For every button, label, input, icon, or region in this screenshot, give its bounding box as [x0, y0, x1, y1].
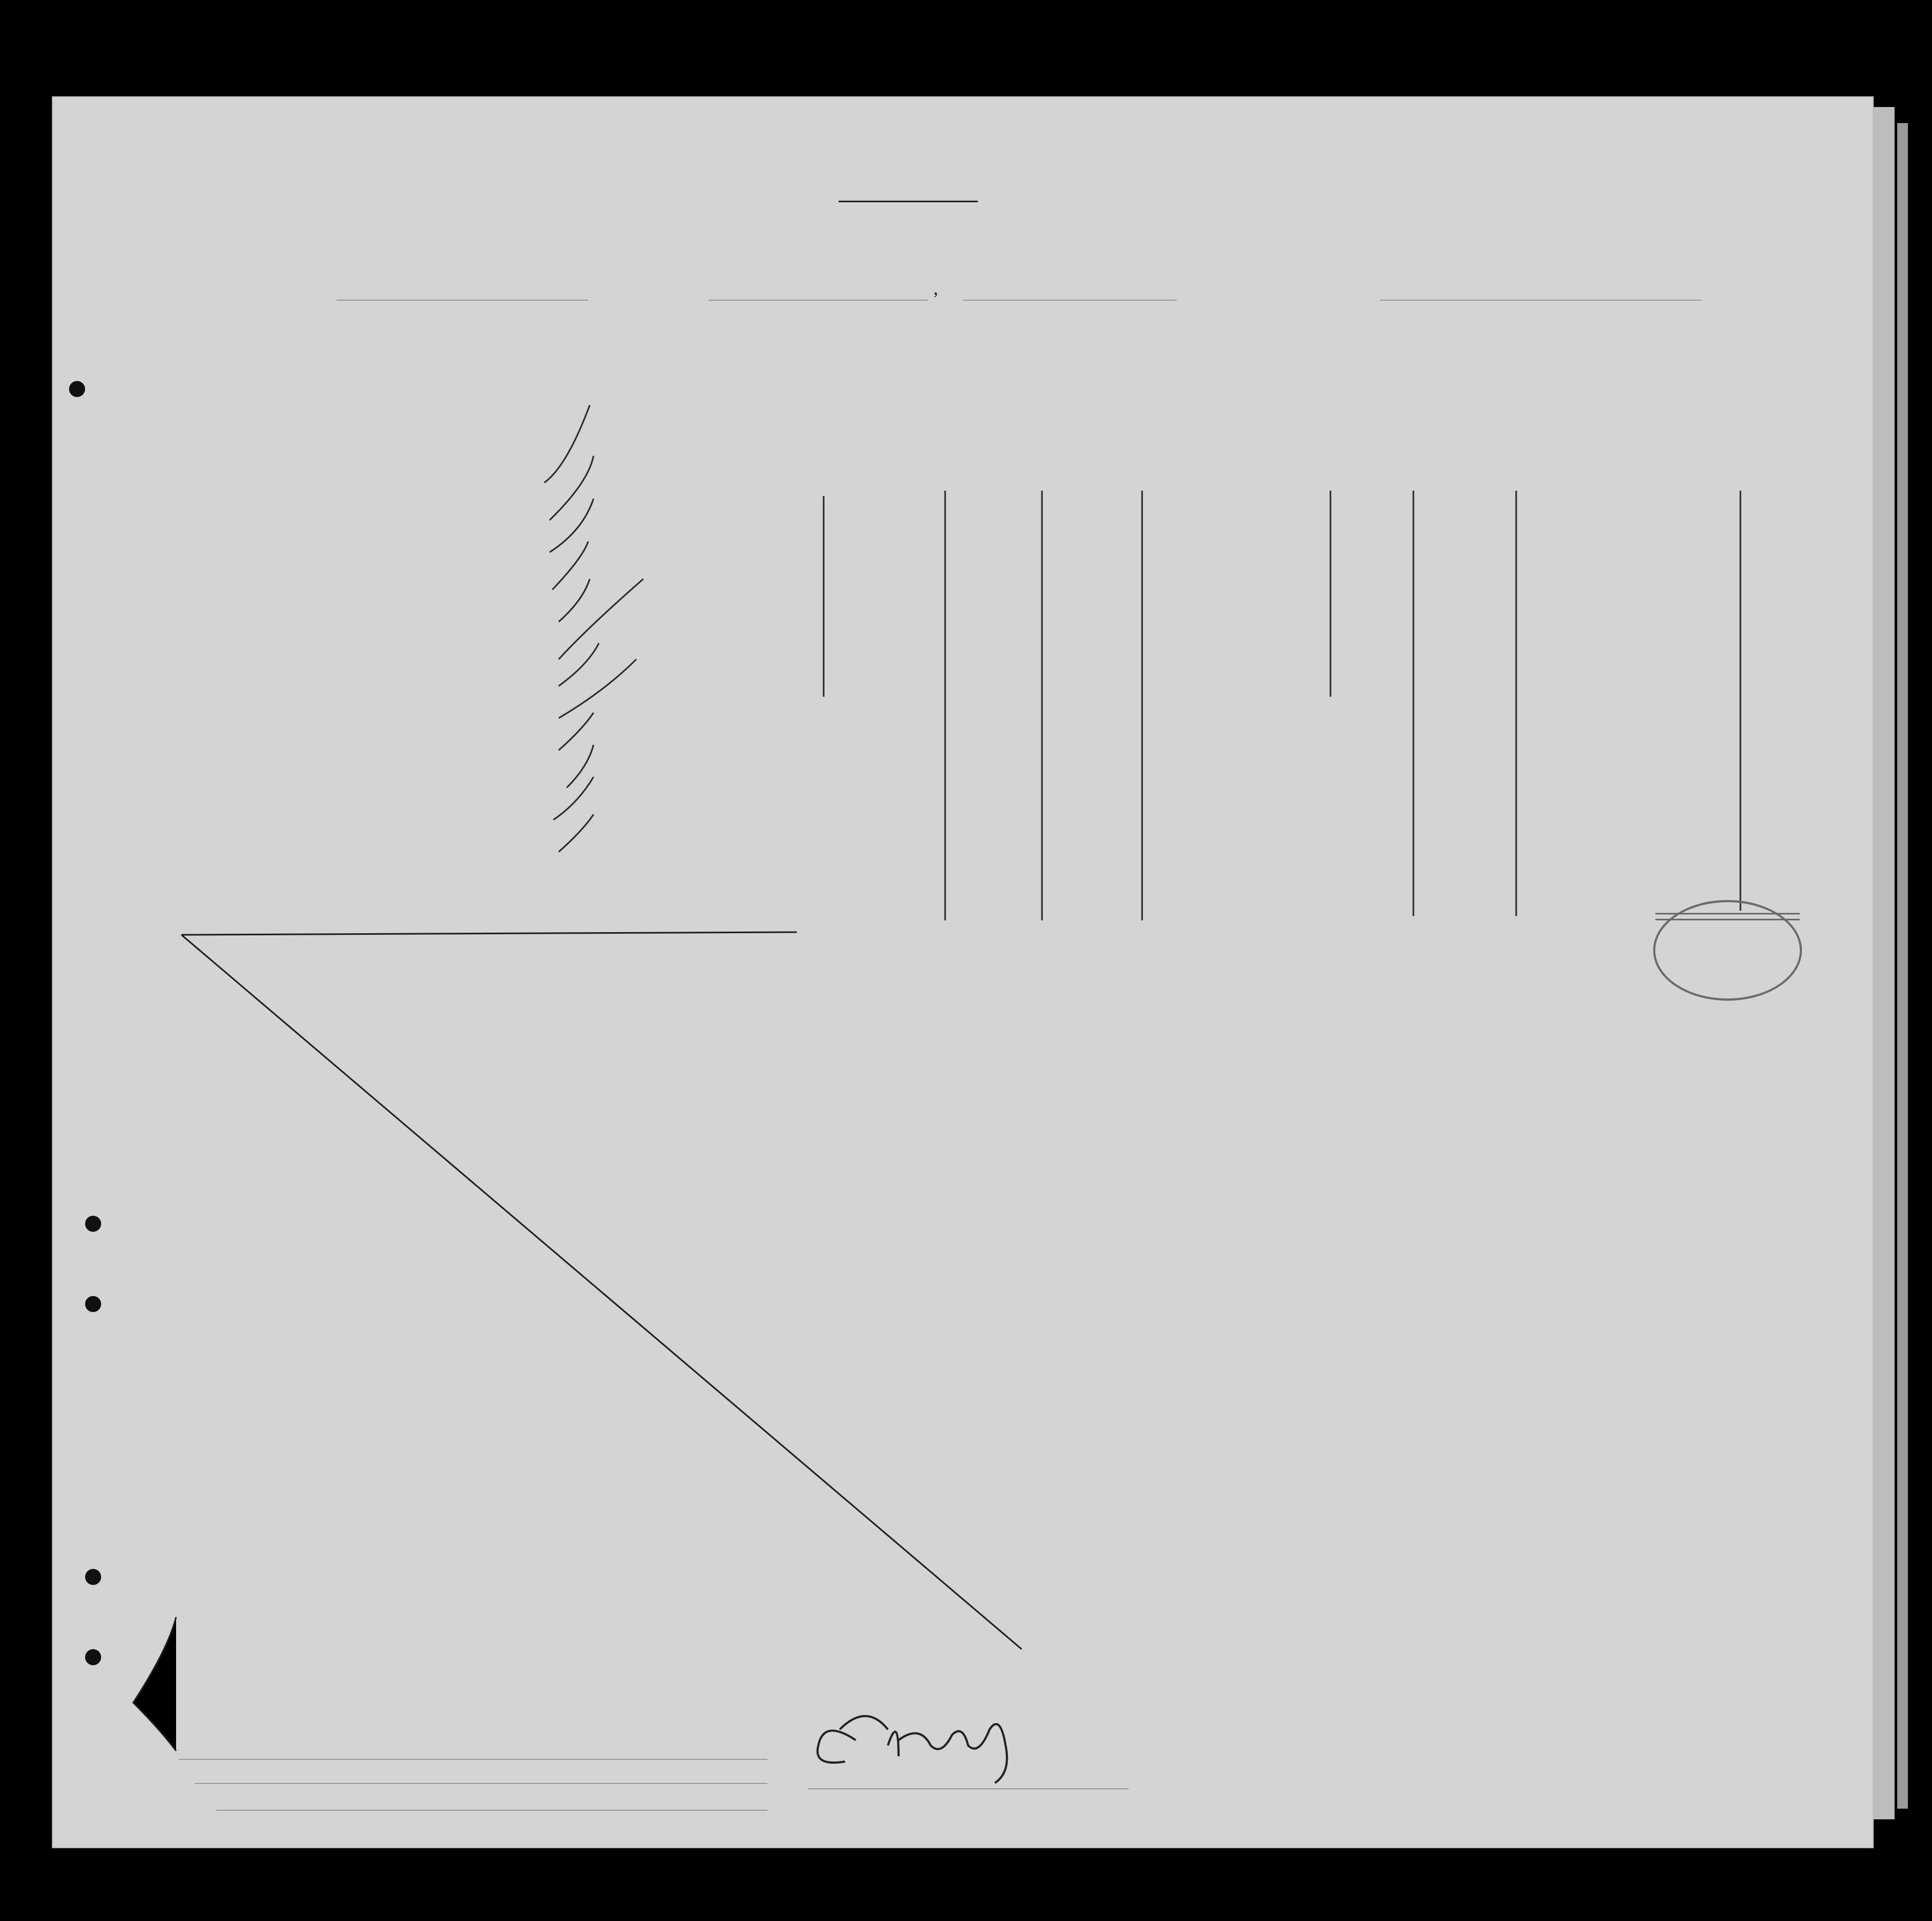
margin-bracket-mark [133, 1617, 176, 1751]
checkmark-row-11 [553, 777, 594, 820]
inspector-signature-line [808, 1788, 1129, 1789]
underlying-page-edge-2 [1897, 123, 1908, 1809]
checkmark-row-9 [559, 713, 594, 750]
binding-hole [69, 381, 85, 397]
line-underline [179, 1759, 767, 1760]
checkmark-row-10 [567, 745, 594, 788]
signature-text [866, 1799, 867, 1800]
binding-hole [85, 1569, 101, 1585]
cancel-lines [133, 932, 1022, 1751]
checkmark-row-12 [559, 814, 594, 852]
stamp-date [1655, 913, 1800, 920]
binding-hole [85, 1216, 101, 1232]
checkmark-row-4 [552, 542, 588, 590]
checkmark-row-1 [544, 405, 590, 483]
agents-underline [216, 1810, 767, 1811]
comma-separator: , [933, 277, 938, 299]
id-card-checkmarks [544, 405, 643, 852]
checkmark-row-5 [559, 579, 590, 622]
inspector-signature-mark [818, 1716, 1007, 1783]
pen-annotations [53, 97, 1873, 1847]
cancel-diagonal-line [181, 935, 1022, 1649]
checkmark-row-2 [550, 456, 594, 520]
ditto-lines [824, 491, 1740, 920]
cancel-horizontal-line [181, 932, 797, 935]
port-stamp [1653, 900, 1802, 1001]
underlying-page-edge [1873, 107, 1895, 1819]
manifest-sheet [52, 96, 1874, 1848]
checkmark-row-7 [559, 643, 599, 686]
checkmark-row-6 [559, 579, 643, 659]
owners-underline [195, 1783, 767, 1784]
binding-hole [85, 1649, 101, 1665]
binding-hole [85, 1296, 101, 1312]
checkmark-row-8 [559, 659, 636, 718]
